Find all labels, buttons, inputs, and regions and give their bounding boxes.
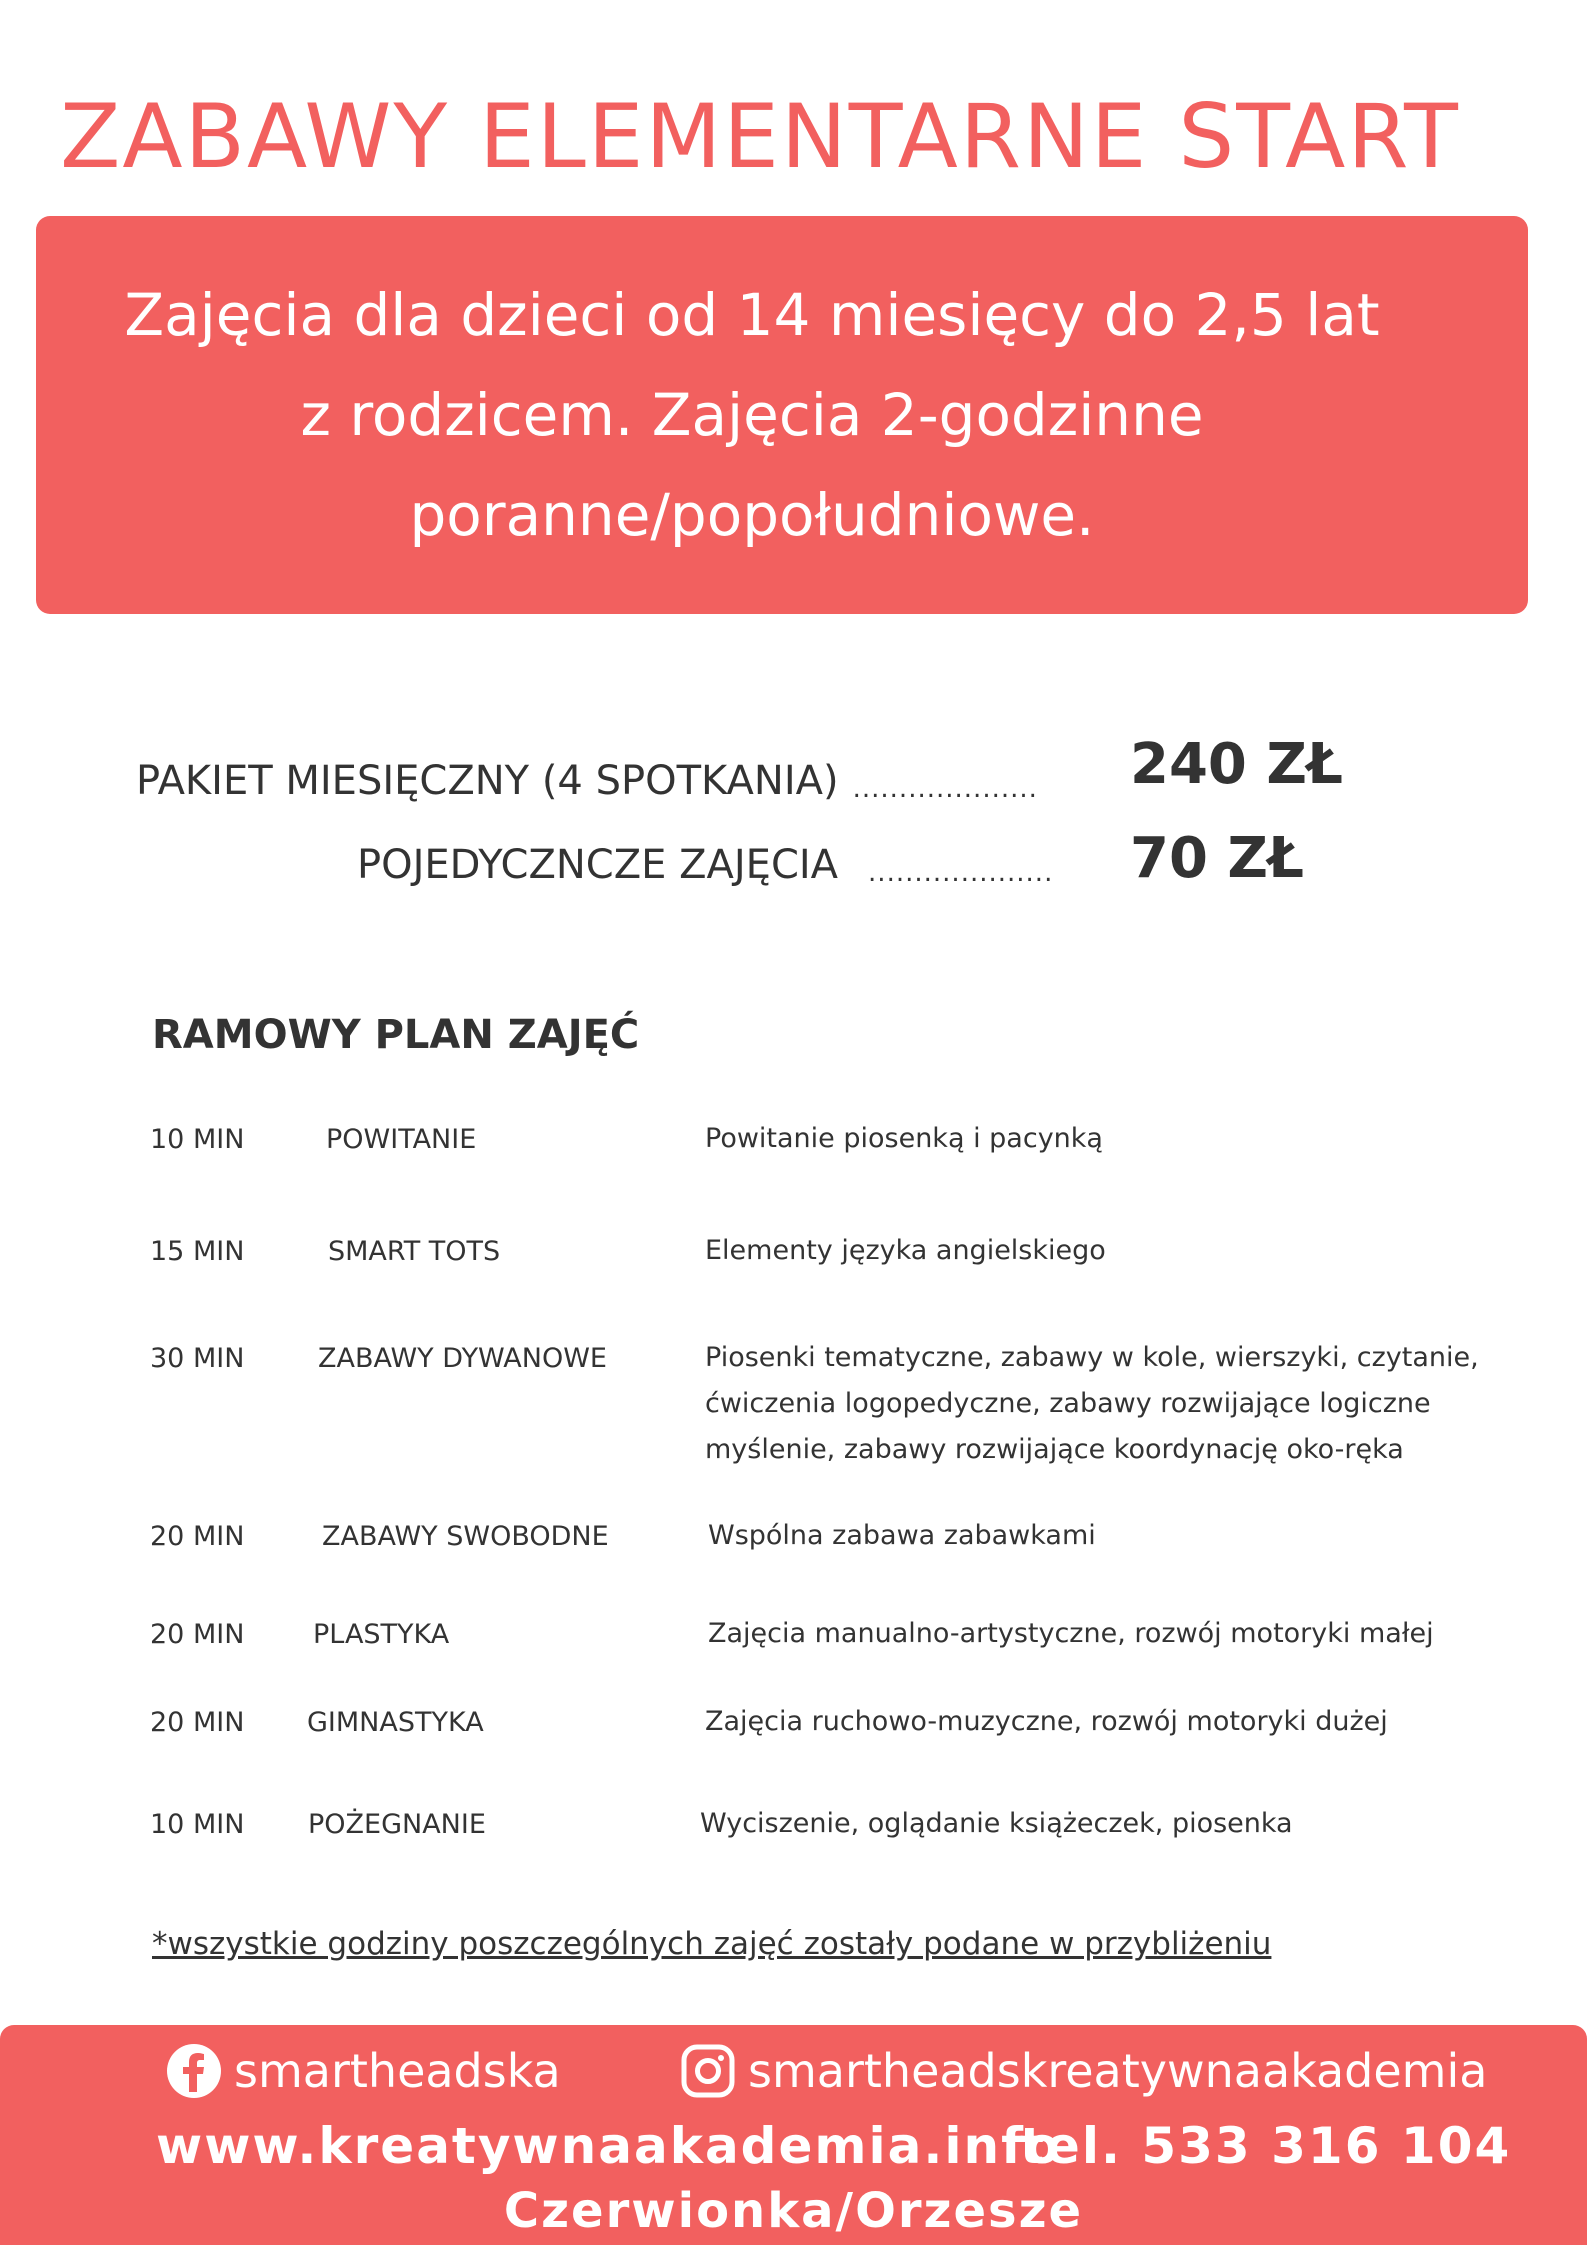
price-row-monthly <box>136 758 1038 804</box>
phone-number[interactable]: tel. 533 316 104 <box>1020 2117 1512 2175</box>
plan-duration: 20 MIN <box>150 1521 245 1552</box>
plan-description <box>705 1699 1525 1745</box>
plan-description <box>705 1335 1525 1473</box>
plan-title: RAMOWY PLAN ZAJĘĆ <box>152 1012 640 1058</box>
banner-line: z rodzicem. Zajęcia 2-godzinne <box>300 381 1204 449</box>
banner-line: poranne/popołudniowe. <box>409 481 1095 549</box>
plan-duration: 10 MIN <box>150 1124 245 1155</box>
facebook-icon <box>166 2043 222 2099</box>
price-value-monthly: 240 ZŁ <box>1130 732 1343 797</box>
price-dots: .................... <box>868 858 1054 888</box>
facebook-link[interactable] <box>166 2043 561 2099</box>
plan-description-line: myślenie, zabawy rozwijające koordynację oko-ręka <box>705 1434 1404 1465</box>
plan-description-line: Piosenki tematyczne, zabawy w kole, wierszyki, czytanie, <box>705 1342 1479 1373</box>
facebook-handle: smartheadska <box>234 2044 561 2098</box>
plan-duration: 10 MIN <box>150 1809 245 1840</box>
plan-description <box>700 1801 1520 1847</box>
plan-activity: ZABAWY SWOBODNE <box>322 1521 609 1552</box>
info-banner <box>36 216 1528 614</box>
plan-description-line: Elementy języka angielskiego <box>705 1235 1106 1266</box>
location: Czerwionka/Orzesze <box>503 2183 1084 2239</box>
price-label: POJEDYCZNCZE ZAJĘCIA <box>357 842 839 888</box>
price-row-single <box>357 842 1053 888</box>
instagram-link[interactable] <box>680 2043 1487 2099</box>
price-value-single: 70 ZŁ <box>1130 826 1304 891</box>
plan-description-line: Wspólna zabawa zabawkami <box>708 1520 1096 1551</box>
plan-duration: 20 MIN <box>150 1619 245 1650</box>
plan-description-line: Zajęcia ruchowo-muzyczne, rozwój motoryki dużej <box>705 1706 1388 1737</box>
plan-description <box>708 1513 1528 1559</box>
plan-description-line: Powitanie piosenką i pacynką <box>705 1123 1103 1154</box>
plan-activity: GIMNASTYKA <box>307 1707 484 1738</box>
plan-activity: POWITANIE <box>326 1124 477 1155</box>
plan-duration: 15 MIN <box>150 1236 245 1267</box>
approximation-note: *wszystkie godziny poszczególnych zajęć zostały podane w przybliżeniu <box>152 1926 1272 1962</box>
instagram-icon <box>680 2043 736 2099</box>
plan-activity: ZABAWY DYWANOWE <box>318 1343 607 1374</box>
plan-activity: PLASTYKA <box>313 1619 450 1650</box>
page-title: ZABAWY ELEMENTARNE START <box>60 85 1460 188</box>
plan-duration: 20 MIN <box>150 1707 245 1738</box>
plan-description-line: Zajęcia manualno-artystyczne, rozwój motoryki małej <box>708 1618 1434 1649</box>
plan-description <box>705 1116 1525 1162</box>
instagram-handle: smartheadskreatywnaakademia <box>748 2044 1488 2098</box>
price-label: PAKIET MIESIĘCZNY (4 SPOTKANIA) <box>136 758 839 804</box>
plan-activity: POŻEGNANIE <box>308 1809 486 1840</box>
plan-activity: SMART TOTS <box>328 1236 501 1267</box>
website-link[interactable]: www.kreatywnaakademia.info <box>156 2117 1062 2175</box>
price-dots: .................... <box>852 774 1038 804</box>
plan-description-line: Wyciszenie, oglądanie książeczek, piosenka <box>700 1808 1293 1839</box>
plan-duration: 30 MIN <box>150 1343 245 1374</box>
banner-line: Zajęcia dla dzieci od 14 miesięcy do 2,5 lat <box>124 281 1380 349</box>
contact-footer <box>0 2025 1587 2245</box>
plan-description <box>705 1228 1525 1274</box>
plan-description <box>708 1611 1528 1657</box>
plan-description-line: ćwiczenia logopedyczne, zabawy rozwijające logiczne <box>705 1388 1431 1419</box>
